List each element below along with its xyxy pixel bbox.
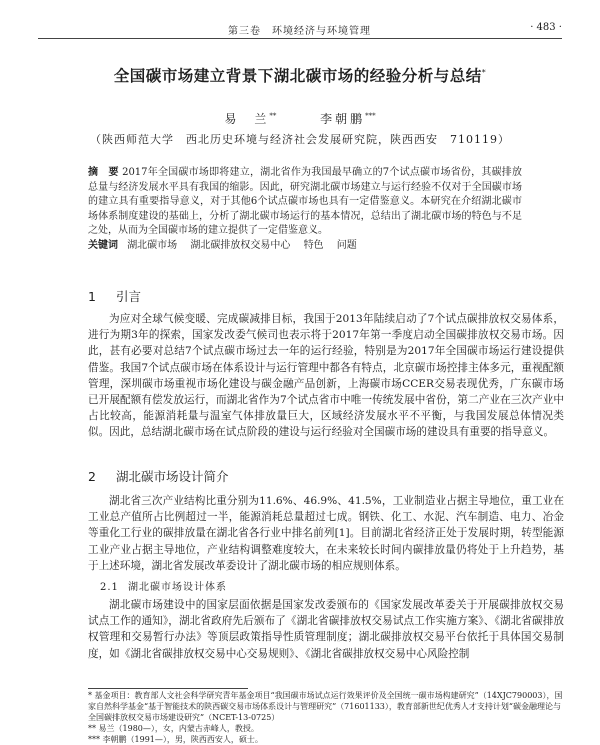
footnote: * 基金项目：教育部人文社会科学研究青年基金项目“我国碳市场试点运行效果评价及全国统一碳市场构建研究”（14XJC790003），国家自然科学基金“基于智能技术的陕西碳交易市场体系设计与管理研究”（71601133），教育部新世纪优秀人才支持计划“碳金融理论与全国碳排放权交易市场建设研究”（NCET-13-0725） [88,691,563,722]
section-heading-2 [88,467,229,485]
header-rule [38,38,562,39]
section-title: 引言 [116,289,142,304]
footnote: ** 易兰（1980—），女，内蒙古赤峰人，教授。 [88,724,259,733]
keyword: 湖北碳市场 [127,240,178,251]
footnote-rule [88,688,248,689]
section-number: 1 [88,289,96,304]
section-heading-1 [88,287,141,305]
section-title: 湖北碳市场设计简介 [116,469,229,484]
section-2-paragraph: 湖北省三次产业结构比重分别为11.6%、46.9%、41.5%，工业制造业占据主导地位，重工业在工业总产值所占比例超过一半，能源消耗总量超过七成。钢铁、化工、水泥、汽车制造、电力、冶金等重化工行业的碳排放量在湖北省各行业中排名前列[1]。目前湖北省经济正处于发展时期，转型能源工业产业占据主导地位，产业结构调整难度较大，在未来较长时间内碳排放量仍将处于上升趋势，基于上述环境，湖北省发展改革委设计了湖北碳市场的相应规则体系。 [88,495,564,572]
affiliation: （陕西师范大学 西北历史环境与经济社会发展研究院，陕西西安 710119） [90,133,510,146]
running-header-title: 第三卷 环境经济与环境管理 [228,26,371,37]
footnotes [88,690,564,745]
section-1-paragraph: 为应对全球气候变暖、完成碳减排目标，我国于2013年陆续启动了7个试点碳排放权交易体系，进行为期3年的探索，国家发改委气候司也表示将于2017年第一季度启动全国碳排放权交易市场。因此，甚有必要对总结7个试点碳市场过去一年的运行经验，特别是为2017年全国碳市场运行建设提供借鉴。我国7个试点碳市场在体系设计与运行管理中都各有特点，北京碳市场控排主体多元，重视配额管理，深圳碳市场重视市场化建设与碳金融产品创新，上海碳市场CCER交易表现优秀，广东碳市场已开展配额有偿发放运行，而湖北省作为7个试点省市中唯一传统发展中省份，第二产业在三次产业中占比较高，能源消耗量与温室气体排放量巨大，区域经济发展水平不平衡，与我国发展总体情况类似。因此，总结湖北碳市场在试点阶段的建设与运行经验对全国碳市场的建设具有重要的指导意义。 [88,313,564,439]
keyword: 特色 [303,240,324,251]
subsection-number: 2.1 [100,582,119,593]
keywords [88,239,522,253]
keywords-label: 关键词 [88,240,118,251]
keyword: 问题 [336,240,357,251]
footnote: *** 李朝鹏（1991—），男，陕西西安人，硕士。 [88,735,263,744]
keyword: 湖北碳排放权交易中心 [190,240,291,251]
author-name: 李朝鹏 [320,112,366,126]
author-list [0,110,600,127]
author-name: 易 兰 [224,112,270,126]
paper-title [40,64,560,86]
subsection-title: 湖北碳市场设计体系 [128,582,227,593]
subsection-heading-2-1 [100,578,227,593]
abstract-text: 2017年全国碳市场即将建立，湖北省作为我国最早确立的7个试点碳市场省份，其碳排放总量与经济发展水平具有我国的缩影。因此，研究湖北碳市场建立与运行经验不仅对于全国碳市场的建立具有重要指导意义，对于其他6个试点碳市场也具有一定借鉴意义。本研究在介绍湖北碳市场体系制度建设的基础上，分析了湖北碳市场运行的基本情况，总结出了湖北碳市场的特色与不足之处，从而为全国碳市场的建立提供了一定借鉴意义。 [88,167,523,236]
paper-title-text: 全国碳市场建立背景下湖北碳市场的经验分析与总结 [113,67,482,85]
author-mark: *** [365,112,376,120]
section-number: 2 [88,469,96,484]
subsection-2-1-paragraph: 湖北碳市场建设中的国家层面依据是国家发改委颁布的《国家发展改革委关于开展碳排放权交易试点工作的通知》，湖北省政府先后颁布了《湖北省碳排放权交易试点工作实施方案》、《湖北省碳排放权管理和交易暂行办法》等顶层政策指导性质管理制度；湖北碳排放权交易平台依托于具体国交易制度，如《湖北省碳排放权交易中心交易规则》、《湖北省碳排放权交易中心风险控制 [88,599,564,660]
author-mark: ** [269,112,277,120]
title-footnote-mark: * [481,67,487,77]
abstract [88,166,522,239]
running-header [38,22,562,36]
abstract-label: 摘 要 [88,167,119,178]
page-number: · 483 · [530,22,562,33]
